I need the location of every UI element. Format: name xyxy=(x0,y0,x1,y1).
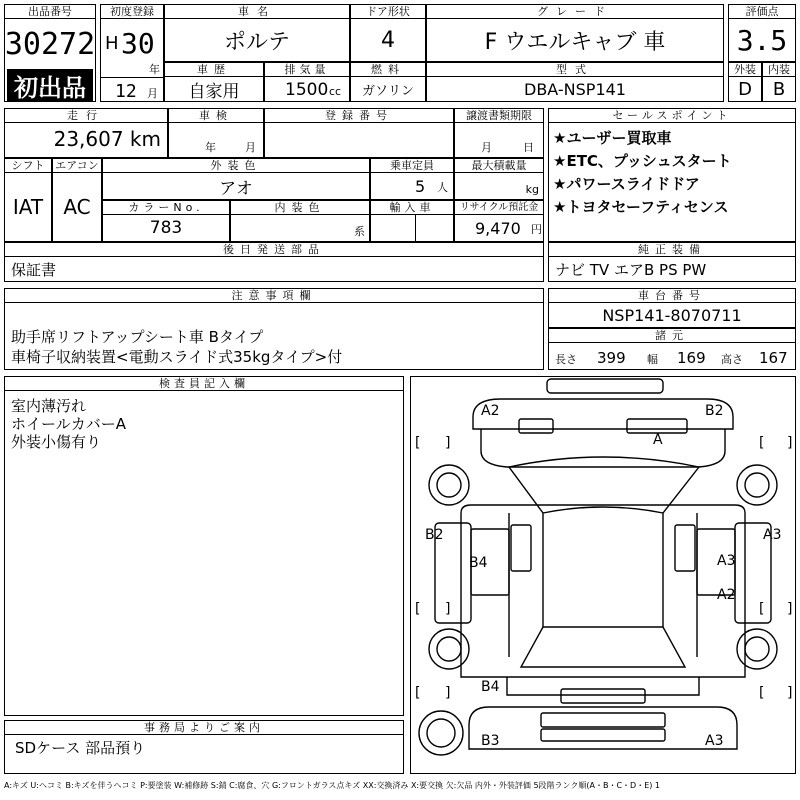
mark-left-door: B4 xyxy=(469,555,488,571)
bracket-left-top: [ xyxy=(415,435,421,451)
plate-number-label: 登録番号 xyxy=(265,109,453,123)
transfer-day-unit: 日 xyxy=(523,141,534,154)
grade-value: F ウエルキャブ 車 xyxy=(484,29,666,55)
fuel-box xyxy=(350,62,426,102)
length-label: 長さ xyxy=(555,353,577,366)
mark-right-fender: A3 xyxy=(763,527,782,543)
score-value: 3.5 xyxy=(736,23,788,57)
later-parts-value: 保証書 xyxy=(11,261,57,279)
bracket-left-mid-close: ] xyxy=(445,601,451,617)
interior-color-unit: 系 xyxy=(354,225,365,238)
model-box xyxy=(426,62,724,102)
displacement-box xyxy=(264,62,350,102)
interior-grade: B xyxy=(772,78,786,100)
mileage-value: 23,607 km xyxy=(53,127,161,151)
exterior-grade-label: 外装 xyxy=(729,63,761,77)
bracket-left-top-close: ] xyxy=(445,435,451,451)
notes-line: 助手席リフトアップシート車 Bタイプ xyxy=(11,328,264,346)
bracket-right-low: [ xyxy=(759,685,765,701)
height-label: 高さ xyxy=(721,353,743,366)
capacity-label: 乗車定員 xyxy=(371,159,453,173)
inspection-box xyxy=(168,108,264,158)
first-registration-year: 30 xyxy=(121,27,155,60)
inspector-notes-label: 検査員記入欄 xyxy=(5,377,403,391)
exterior-grade-box xyxy=(728,62,762,102)
notes-label: 注意事項欄 xyxy=(5,289,543,303)
sales-point-item: ★ユーザー買取車 xyxy=(553,129,672,147)
notes-line: 車椅子収納装置<電動スライド式35kgタイプ>付 xyxy=(11,348,343,366)
mark-rear-right: A3 xyxy=(705,733,724,749)
recycle-fee-value: 9,470 xyxy=(475,219,521,238)
width-label: 幅 xyxy=(647,353,658,366)
fuel-value: ガソリン xyxy=(361,83,414,99)
grade-box xyxy=(426,4,724,62)
plate-number-box xyxy=(264,108,454,158)
max-load-box xyxy=(454,158,544,200)
later-parts-label: 後日発送部品 xyxy=(5,243,543,257)
capacity-unit: 人 xyxy=(437,181,448,194)
office-notice-value: SDケース 部品預り xyxy=(15,739,146,757)
sales-point-item: ★パワースライドドア xyxy=(553,175,700,193)
lot-number: 30272 xyxy=(4,26,96,62)
first-registration-label: 初度登録 xyxy=(101,5,163,19)
inspector-note-line: ホイールカバーA xyxy=(11,415,126,433)
bracket-right-top-close: ] xyxy=(787,435,793,451)
mark-front-left: A2 xyxy=(481,403,500,419)
height-value: 167 xyxy=(759,349,788,367)
transfer-deadline-box xyxy=(454,108,544,158)
recycle-fee-unit: 円 xyxy=(531,223,542,236)
import-label: 輸入車 xyxy=(371,201,453,215)
equipment-value: ナビ TV エアB PS PW xyxy=(555,261,707,279)
history-label: 車歴 xyxy=(165,63,263,77)
office-notice-label: 事務局よりご案内 xyxy=(5,721,403,735)
bracket-left-mid: [ xyxy=(415,601,421,617)
aircon-label: エアコン xyxy=(53,159,101,173)
first-registration-month: 12 xyxy=(115,81,137,102)
exterior-grade: D xyxy=(738,78,752,100)
import-box xyxy=(370,200,454,242)
interior-color-box xyxy=(230,200,370,242)
legend-text: A:キズ U:ヘコミ B:キズを伴うヘコミ P:要塗装 W:補修跡 S:錆 C:腐食、穴 G:フロントガラス点キズ XX:交換済み X:要交換 欠:欠品 内外・外装評価 5段階ランク順(A・B・C・D・E) 1 xyxy=(4,781,661,790)
door-count: 4 xyxy=(381,27,395,53)
capacity-value: 5 xyxy=(415,177,426,196)
color-number-value: 783 xyxy=(149,218,183,238)
era-label: H xyxy=(105,33,119,54)
displacement-value: 1500 xyxy=(285,80,329,100)
color-number-box xyxy=(102,200,230,242)
recycle-fee-box xyxy=(454,200,544,242)
car-name: ポルテ xyxy=(223,29,290,55)
mileage-label: 走行 xyxy=(5,109,167,123)
shift-value: IAT xyxy=(12,195,44,219)
later-parts-box xyxy=(4,242,544,282)
aircon-box xyxy=(52,158,102,242)
inspector-notes-box xyxy=(4,376,404,716)
score-box xyxy=(728,4,796,62)
bracket-left-low-close: ] xyxy=(445,685,451,701)
dimensions-label: 諸元 xyxy=(549,329,795,343)
model-label: 型式 xyxy=(427,63,723,77)
capacity-box xyxy=(370,158,454,200)
inspection-month-unit: 月 xyxy=(245,141,256,154)
year-unit: 年 xyxy=(149,63,160,76)
max-load-unit: kg xyxy=(525,183,539,196)
interior-grade-box xyxy=(762,62,796,102)
lot-number-label: 出品番号 xyxy=(5,5,95,19)
model-value: DBA-NSP141 xyxy=(524,79,626,99)
lot-number-box xyxy=(4,4,96,102)
max-load-label: 最大積載量 xyxy=(455,159,543,173)
mark-right-door-rear: A2 xyxy=(717,587,736,603)
mark-windshield: A xyxy=(653,432,663,448)
inspection-label: 車検 xyxy=(169,109,263,123)
bracket-left-low: [ xyxy=(415,685,421,701)
car-damage-diagram xyxy=(411,377,795,773)
mark-left-rear: B4 xyxy=(481,679,500,695)
chassis-number-label: 車台番号 xyxy=(549,289,795,303)
grade-label: グレード xyxy=(427,5,723,19)
sales-points-label: セールスポイント xyxy=(549,109,795,123)
chassis-number-value: NSP141-8070711 xyxy=(602,305,742,325)
door-type-label: ドア形状 xyxy=(351,5,425,19)
exterior-color-label: 外装色 xyxy=(103,159,369,173)
inspection-year-unit: 年 xyxy=(205,141,216,154)
month-unit: 月 xyxy=(147,87,158,100)
bracket-right-mid-close: ] xyxy=(787,601,793,617)
mark-left-fender: B2 xyxy=(425,527,444,543)
damage-diagram-box xyxy=(410,376,796,774)
office-notice-box xyxy=(4,720,404,774)
color-number-label: カラーNo. xyxy=(103,201,229,215)
sales-point-item: ★ETC、プッシュスタート xyxy=(553,152,732,170)
car-name-box xyxy=(164,4,350,62)
score-label: 評価点 xyxy=(729,5,795,19)
inspector-note-line: 室内薄汚れ xyxy=(11,397,87,415)
bracket-right-low-close: ] xyxy=(787,685,793,701)
transfer-deadline-label: 譲渡書類期限 xyxy=(455,109,543,123)
sales-point-item: ★トヨタセーフティセンス xyxy=(553,198,729,216)
bracket-right-mid: [ xyxy=(759,601,765,617)
displacement-unit: cc xyxy=(329,85,342,98)
mark-front-right: B2 xyxy=(705,403,724,419)
dimensions-box xyxy=(548,328,796,370)
inspector-note-line: 外装小傷有り xyxy=(11,433,102,451)
displacement-label: 排気量 xyxy=(265,63,349,77)
exterior-color-value: アオ xyxy=(219,178,253,199)
aircon-value: AC xyxy=(63,195,91,219)
fuel-label: 燃料 xyxy=(351,63,425,77)
width-value: 169 xyxy=(677,349,706,367)
history-box xyxy=(164,62,264,102)
length-value: 399 xyxy=(597,349,626,367)
interior-color-label: 内装色 xyxy=(231,201,369,215)
history-value: 自家用 xyxy=(188,81,240,102)
bracket-right-top: [ xyxy=(759,435,765,451)
first-listing-badge: 初出品 xyxy=(7,69,93,101)
interior-grade-label: 内装 xyxy=(763,63,795,77)
mileage-box xyxy=(4,108,168,158)
first-registration-box xyxy=(100,4,164,102)
mark-right-door-front: A3 xyxy=(717,553,736,569)
recycle-fee-label: リサイクル預託金 xyxy=(455,201,543,215)
door-type-box xyxy=(350,4,426,62)
mark-rear-left: B3 xyxy=(481,733,500,749)
equipment-label: 純正装備 xyxy=(549,243,795,257)
equipment-box xyxy=(548,242,796,282)
notes-box xyxy=(4,288,544,370)
exterior-color-box xyxy=(102,158,370,200)
shift-box xyxy=(4,158,52,242)
chassis-number-box xyxy=(548,288,796,328)
shift-label: シフト xyxy=(5,159,51,173)
sales-points-box xyxy=(548,108,796,242)
transfer-month-unit: 月 xyxy=(481,141,492,154)
car-name-label: 車名 xyxy=(165,5,349,19)
